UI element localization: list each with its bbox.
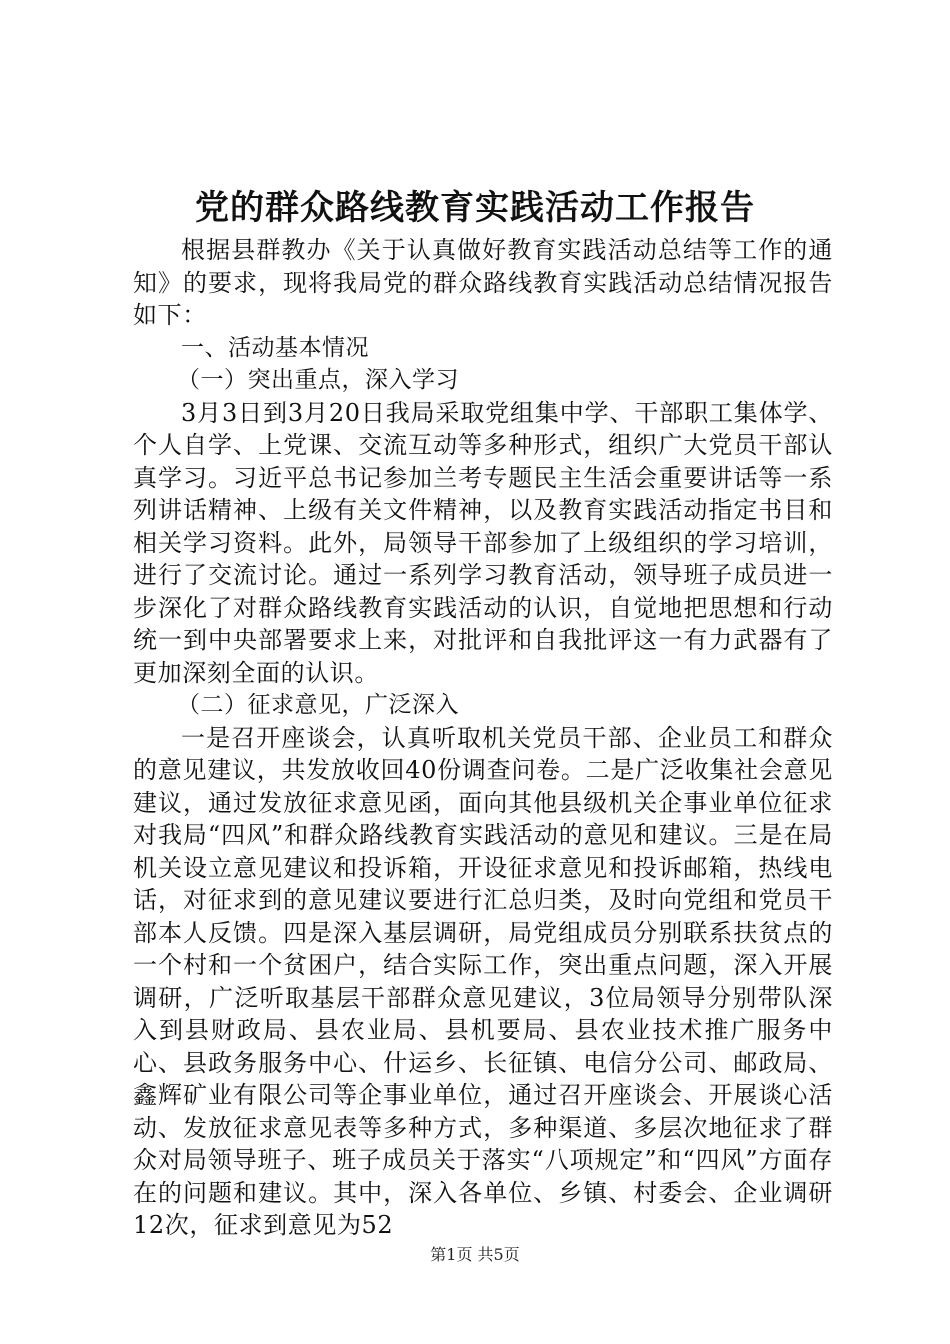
- page-number-footer: 第1页 共5页: [430, 1245, 520, 1264]
- subsection-heading-study: （一）突出重点，深入学习: [177, 367, 459, 393]
- intro-paragraph: 根据县群教办《关于认真做好教育实践活动总结等工作的通知》的要求，现将我局党的群众路线教育实践活动总结情况报告如下：: [133, 236, 833, 329]
- opinions-paragraph: 一是召开座谈会，认真听取机关党员干部、企业员工和群众的意见建议，共发放收回40份调查问卷。二是广泛收集社会意见建议，通过发放征求意见函，面向其他县级机关企事业单位征求对我局“四风”和群众路线教育实践活动的意见和建议。三是在局机关设立意见建议和投诉箱，开设征求意见和投诉邮箱，热线电话，对征求到的意见建议要进行汇总归类，及时向党组和党员干部本人反馈。四是深入基层调研，局党组成员分别联系扶贫点的一个村和一个贫困户，结合实际工作，突出重点问题，深入开展调研，广泛听取基层干部群众意见建议，3位局领导分别带队深入到县财政局、县农业局、县机要局、县农业技术推广服务中心、县政务服务中心、什运乡、长征镇、电信分公司、邮政局、鑫辉矿业有限公司等企事业单位，通过召开座谈会、开展谈心活动、发放征求意见表等多种方式，多种渠道、多层次地征求了群众对局领导班子、班子成员关于落实“八项规定”和“四风”方面存在的问题和建议。其中，深入各单位、乡镇、村委会、企业调研12次，征求到意见为52: [133, 723, 833, 1239]
- subsection-heading-opinions: （二）征求意见，广泛深入: [177, 692, 459, 718]
- document-title: 党的群众路线教育实践活动工作报告: [195, 188, 755, 228]
- section-heading-basic-situation: 一、活动基本情况: [181, 334, 369, 361]
- study-paragraph: 3月3日到3月20日我局采取党组集中学、干部职工集体学、个人自学、上党课、交流互动等多种形式，组织广大党员干部认真学习。习近平总书记参加兰考专题民主生活会重要讲话等一系列讲话精神、上级有关文件精神，以及教育实践活动指定书目和相关学习资料。此外，局领导干部参加了上级组织的学习培训，进行了交流讨论。通过一系列学习教育活动，领导班子成员进一步深化了对群众路线教育实践活动的认识，自觉地把思想和行动统一到中央部署要求上来，对批评和自我批评这一有力武器有了更加深刻全面的认识。: [133, 398, 833, 687]
- document-body: [133, 234, 833, 1242]
